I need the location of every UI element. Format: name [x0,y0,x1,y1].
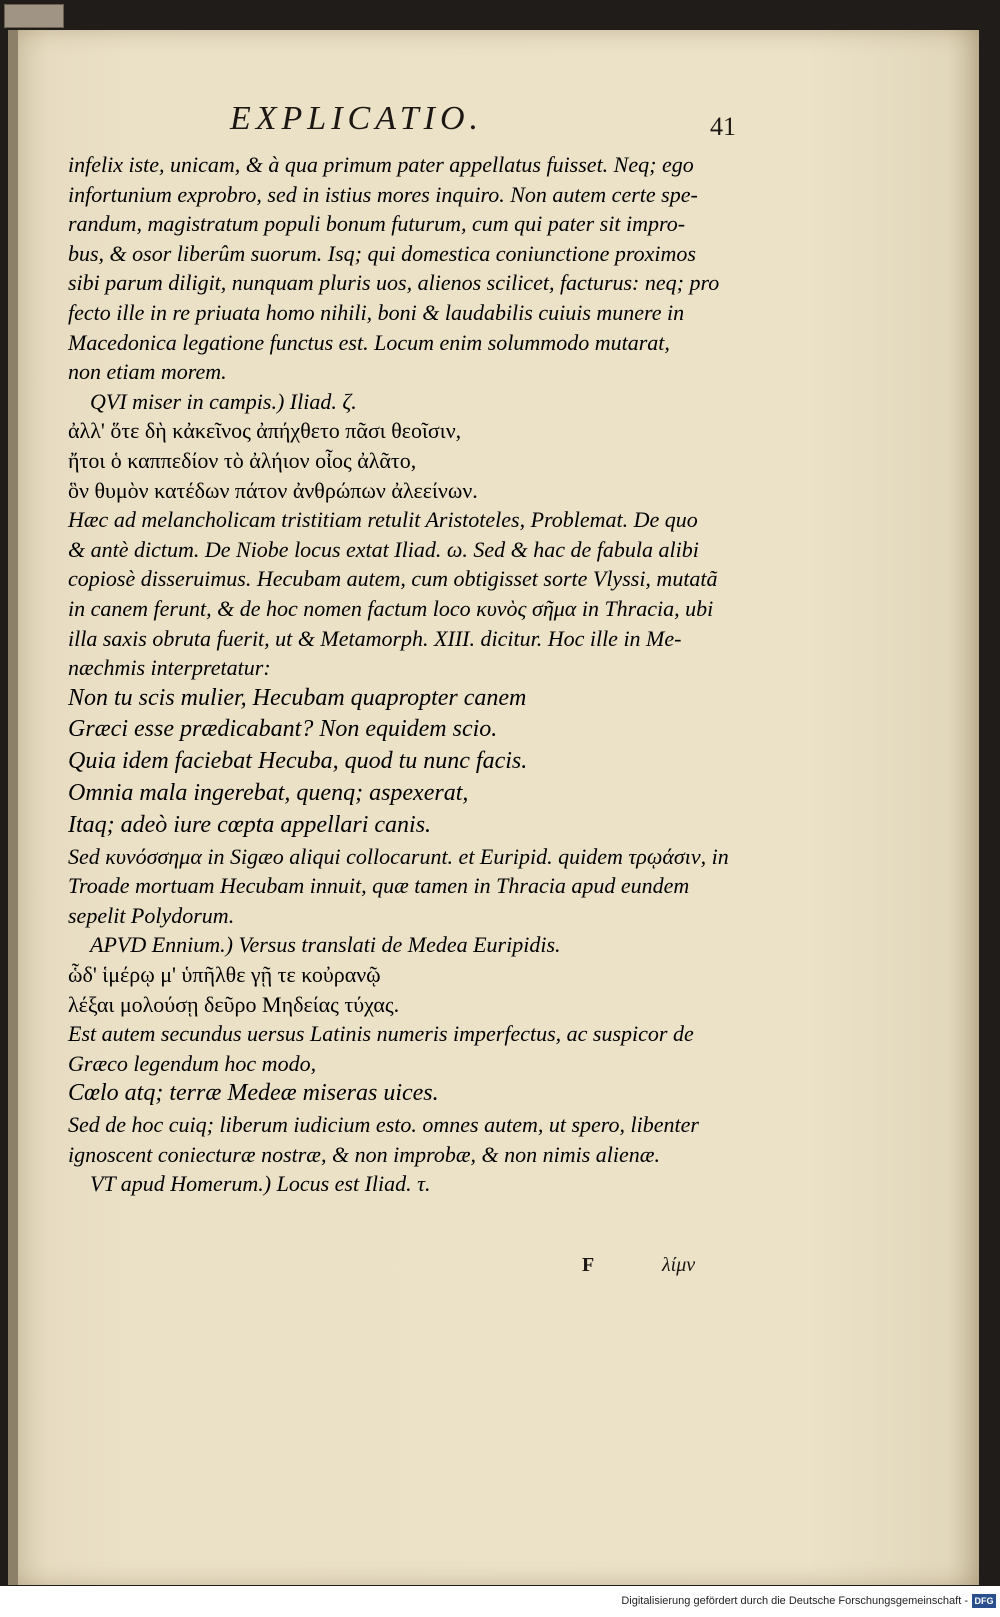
greek-quote-line: ἤτοι ὁ καππεδίον τὸ ἀλήιον οἶος ἀλᾶτο, [68,447,417,473]
text-line: illa saxis obruta fuerit, ut & Metamorph. XIII. dicitur. Hoc ille in Me- [68,625,682,651]
running-head: EXPLICATIO. [230,100,484,137]
text-line: copiosè disseruimus. Hecubam autem, cum obtigisset sorte Vlyssi, mutatã [68,566,718,592]
verse-line: Non tu scis mulier, Hecubam quapropter canem [68,684,527,711]
text-line: Troade mortuam Hecubam innuit, quæ tamen in Thracia apud eundem [68,873,690,899]
text-line: Sed de hoc cuiq; liberum iudicium esto. omnes autem, ut spero, libenter [68,1112,699,1138]
funding-credit: Digitalisierung gefördert durch die Deutsche Forschungsgemeinschaft - [621,1595,968,1607]
greek-quote-line: ἀλλ' ὅτε δὴ κἀκεῖνος ἀπήχθετο πᾶσι θεοῖσιν, [68,418,462,444]
text-line: Græco legendum hoc modo, [68,1050,317,1076]
greek-quote-line: ὃν θυμὸν κατέδων πάτον ἀνθρώπων ἀλεείνων. [68,477,478,503]
text-line: fecto ille in re priuata homo nihili, boni & laudabilis cuiuis munere in [68,299,685,325]
verse-line: Quia idem faciebat Hecuba, quod tu nunc facis. [68,748,528,775]
text-line: & antè dictum. De Niobe locus extat Iliad. ω. Sed & hac de fabula alibi [68,536,699,562]
text-line: sepelit Polydorum. [68,902,235,928]
text-line: infortunium exprobro, sed in istius mores inquiro. Non autem certe spe- [68,181,698,207]
text-line: non etiam morem. [68,359,227,385]
footer-bar [0,1586,1000,1617]
text-line: Hæc ad melancholicam tristitiam retulit Aristoteles, Problemat. De quo [68,507,698,533]
lemma-line: VT apud Homerum.) Locus est Iliad. τ. [90,1171,431,1197]
text-body [68,150,758,1199]
text-line: randum, magistratum populi bonum futurum, cum qui pater sit impro- [68,211,686,237]
lemma-line: QVI miser in campis.) Iliad. ζ. [90,388,357,414]
viewer-tab[interactable] [4,4,64,28]
text-line: infelix iste, unicam, & à qua primum pater appellatus fuisset. Neq; ego [68,152,694,177]
greek-quote-line: λέξαι μολούσῃ δεῦρο Μηδείας τύχας. [68,991,400,1017]
verse-line: Cœlo atq; terræ Medeæ miseras uices. [68,1080,439,1107]
dfg-logo: DFG [972,1594,996,1608]
page-spine-edge [8,30,18,1585]
verse-line: Omnia mala ingerebat, quenq; aspexerat, [68,780,469,807]
text-line: ignoscent coniecturæ nostræ, & non improbæ, & non nimis alienæ. [68,1141,660,1167]
text-line: Sed κυνόσσημα in Sigæo aliqui collocarunt. et Euripid. quidem τρῳάσιν, in [68,843,729,869]
verse-line: Græci esse prædicabant? Non equidem scio. [68,716,498,743]
lemma-line: APVD Ennium.) Versus translati de Medea Euripidis. [90,932,561,958]
text-line: næchmis interpretatur: [68,655,271,681]
greek-quote-line: ὧδ' ἱμέρῳ μ' ὑπῆλθε γῇ τε κοὐρανῷ [68,962,381,988]
text-line: Macedonica legatione functus est. Locum enim solummodo mutarat, [68,329,670,355]
text-line: sibi parum diligit, nunquam pluris uos, alienos scilicet, facturus: neq; pro [68,270,720,296]
folio-number: 41 [710,112,736,141]
text-line: in canem ferunt, & de hoc nomen factum loco κυνὸς σῆμα in Thracia, ubi [68,595,714,621]
text-line: Est autem secundus uersus Latinis numeris imperfectus, ac suspicor de [68,1021,694,1047]
catchword: λίμν [662,1254,696,1276]
text-line: bus, & osor liberûm suorum. Isq; qui domestica coniunctione proximos [68,240,696,266]
verse-line: Itaq; adeò iure cœpta appellari canis. [68,811,432,838]
signature-mark: F [582,1254,595,1276]
